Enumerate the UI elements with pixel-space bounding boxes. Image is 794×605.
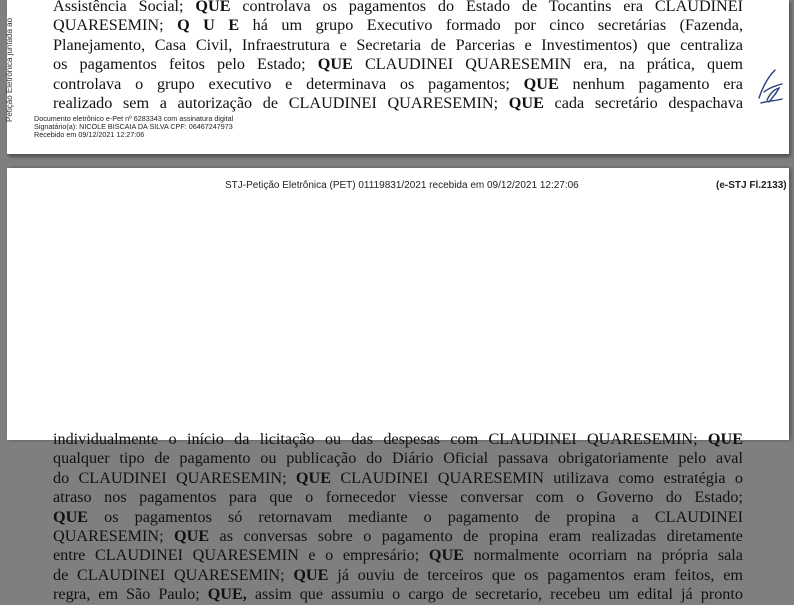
bottom-page-body-text [53,430,743,605]
page-folio: (e-STJ Fl.2133) [716,180,787,191]
text-run: cada secretário despachava [543,94,743,113]
text-run: CLAUDINEI QUARESEMIN era, na prática, quem [352,55,743,74]
text-run: QUARESEMIN; [53,527,175,546]
bold-keyword: QUE [53,507,89,526]
text-run: do CLAUDINEI QUARESEMIN; [53,468,296,487]
text-line [53,36,743,55]
bold-keyword: QUE [428,546,464,565]
text-line [53,94,743,113]
bold-keyword: QUE [508,94,544,113]
signature-doc-line: Documento eletrônico e-Pet nº 6283343 com assinatura digital [34,114,234,123]
text-line [53,430,743,449]
signature-signer-line: Signatário(a): NICOLE BISCAIA DA SILVA CPF: 06467247973 [34,122,233,132]
text-line [53,16,743,35]
bold-keyword: QUE [195,0,231,15]
bold-keyword: QUE [317,55,353,74]
text-run: os pagamentos feitos pelo Estado; [53,55,318,74]
text-run: os pagamentos só retornavam mediante o pagamento de propina a CLAUDINEI [88,507,743,526]
text-line [53,566,743,585]
text-run: de CLAUDINEI QUARESEMIN; [53,565,294,584]
text-run: atraso nos pagamentos para que o fornecedor viesse conversar com o Governo do Estado; [53,488,743,507]
text-run: normalmente ocorriam na própria sala [463,546,743,565]
text-run: controlava o grupo executivo e determinava os pagamentos; [53,74,524,93]
digital-signature-footer [34,115,233,140]
text-line [53,469,743,488]
text-run: Assistência Social; [53,0,196,15]
bold-keyword: QUE [293,565,329,584]
text-line [53,488,743,507]
text-line [53,55,743,74]
text-run: as conversas sobre o pagamento de propina eram realizadas diretamente [209,527,743,546]
bold-keyword: QUE [523,74,559,93]
text-line [53,527,743,546]
text-line [53,449,743,468]
text-run: individualmente o início da licitação ou das despesas com CLAUDINEI QUARESEMIN; [53,430,708,448]
petition-header-title: STJ-Petição Eletrônica (PET) 01119831/2021 recebida em 09/12/2021 12:27:06 [225,180,579,191]
text-run: realizado sem a autorização de CLAUDINEI QUARESEMIN; [53,94,509,113]
bold-keyword: QUE [174,527,210,546]
text-line [53,546,743,565]
bold-keyword: Q U E [177,16,240,35]
text-run: QUARESEMIN; [53,16,178,35]
side-stamp: Petição Eletrônica juntada ao [5,17,14,122]
text-run: nenhum pagamento era [558,74,743,93]
signature-received-line: Recebido em 09/12/2021 12:27:06 [34,130,145,140]
text-run: há um grupo Executivo formado por cinco secretárias (Fazenda, [239,16,743,35]
text-run: qualquer tipo de pagamento ou publicação do Diário Oficial passava obrigatoriamente pelo aval [53,449,743,468]
bold-keyword: QUE [707,430,743,448]
top-page-body-text [53,0,743,113]
text-line [53,0,743,16]
text-run: controlava os pagamentos do Estado de Tocantins era CLAUDINEI [230,0,744,15]
handwritten-initials-icon [755,68,785,106]
text-line [53,585,743,604]
bold-keyword: QUE [295,468,331,487]
document-page-bottom [7,168,789,604]
text-run: regra, em São Paulo; [53,585,208,604]
text-run: já ouviu de terceiros que os pagamentos eram feitos, em [328,565,743,584]
text-line [53,508,743,527]
text-run: assim que assumiu o cargo de secretario, recebeu um edital já pronto [246,585,743,604]
text-run: entre CLAUDINEI QUARESEMIN e o empresário; [53,546,429,565]
bold-keyword: QUE, [207,585,247,604]
petition-header [7,180,789,194]
text-run: CLAUDINEI QUARESEMIN utilizava como estratégia o [331,468,743,487]
text-line [53,75,743,94]
document-page-top [7,0,789,155]
text-run: Planejamento, Casa Civil, Infraestrutura e Secretaria de Parcerias e Investimentos) que centraliza [53,35,743,54]
